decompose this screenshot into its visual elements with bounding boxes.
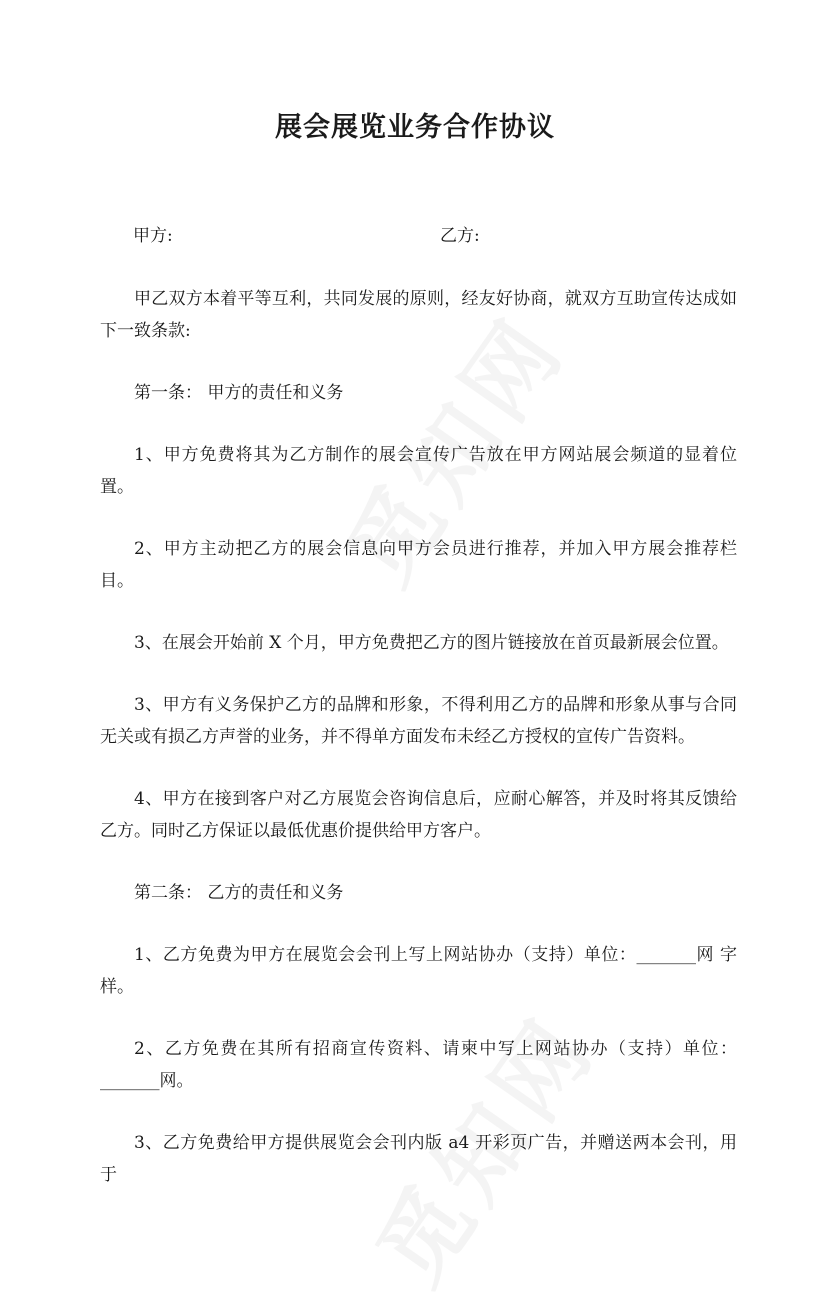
- section-heading: 第一条： 甲方的责任和义务: [134, 383, 344, 403]
- intro-paragraph: 甲乙双方本着平等互利，共同发展的原则，经友好协商，就双方互助宣传达成如下一致条款:: [100, 289, 737, 341]
- document-title: 展会展览业务合作协议: [275, 112, 555, 143]
- clause-paragraph: 3、在展会开始前 X 个月，甲方免费把乙方的图片链接放在首页最新展会位置。: [134, 633, 729, 653]
- clause-paragraph: 1、乙方免费为甲方在展览会会刊上写上网站协办（支持）单位：_______网 字样。: [100, 945, 737, 997]
- clause-paragraph: 2、乙方免费在其所有招商宣传资料、请柬中写上网站协办（支持）单位：_______网。: [100, 1039, 737, 1091]
- section-heading: 第二条： 乙方的责任和义务: [134, 883, 344, 903]
- clause-paragraph: 1、甲方免费将其为乙方制作的展会宣传广告放在甲方网站展会频道的显着位置。: [100, 445, 737, 497]
- party-a-label: 甲方:: [133, 226, 173, 246]
- document-body: [100, 283, 737, 1221]
- clause-paragraph: 2、甲方主动把乙方的展会信息向甲方会员进行推荐，并加入甲方展会推荐栏目。: [100, 539, 737, 591]
- clause-paragraph: 4、甲方在接到客户对乙方展览会咨询信息后，应耐心解答，并及时将其反馈给乙方。同时乙方保证以最低优惠价提供给甲方客户。: [100, 789, 737, 841]
- parties-line: [133, 220, 733, 252]
- clause-paragraph: 3、甲方有义务保护乙方的品牌和形象，不得利用乙方的品牌和形象从事与合同无关或有损乙方声誉的业务，并不得单方面发布未经乙方授权的宣传广告资料。: [100, 695, 737, 747]
- clause-paragraph: 3、乙方免费给甲方提供展览会会刊内版 a4 开彩页广告，并赠送两本会刊，用于: [100, 1133, 737, 1185]
- party-b-label: 乙方:: [440, 226, 480, 246]
